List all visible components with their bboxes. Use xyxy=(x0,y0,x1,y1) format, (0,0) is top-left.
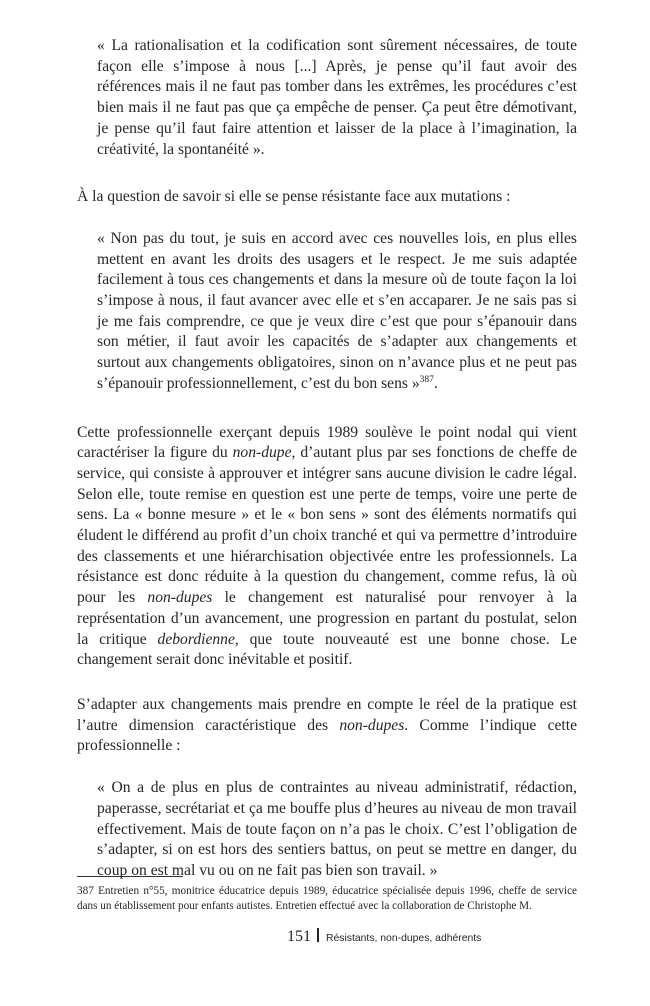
footnote-marker[interactable]: 387 xyxy=(419,374,434,385)
paragraph xyxy=(77,423,577,671)
italic-term: non-dupes xyxy=(147,589,213,607)
italic-term: non-dupe xyxy=(232,444,292,462)
footnote-divider xyxy=(77,876,183,877)
italic-term: non-dupes xyxy=(339,716,405,734)
text-run: Cette professionnelle exerçant depuis 1989 soulève le point nodal qui vient caractériser la figure du xyxy=(77,423,577,462)
italic-term: debordienne xyxy=(157,630,235,648)
page-number: 151 xyxy=(287,928,311,945)
block-quote: « La rationalisation et la codification sont sûrement nécessaires, de toute façon elle s’impose à nous [...] Après, je pense qu’il faut avoir des références mais il ne faut pas tomber dans les extrêmes, les procédures c’est bien mais il ne faut pas que ça empêche de penser. Ça peut être démotivant, je pense qu’il faut faire attention et laisser de la place à l’imagination, la créativité, la spontanéité ». xyxy=(97,37,577,158)
text-run: le changement est naturalisé pour renvoyer à la représentation d’un avancement, une progression en partant du postulat, selon la critique xyxy=(77,589,577,648)
text-run: . Comme l’indique cette professionnelle : xyxy=(77,716,577,755)
text-run: , que toute nouveauté est une bonne chose. Le changement serait donc inévitable et positif. xyxy=(77,630,577,669)
page-body xyxy=(77,36,577,882)
page-footer xyxy=(287,927,481,946)
quote-end: . xyxy=(433,374,438,392)
running-title: Résistants, non-dupes, adhérents xyxy=(326,933,482,944)
paragraph xyxy=(77,695,577,757)
block-quote: « On a de plus en plus de contraintes au niveau administratif, rédaction, paperasse, secrétariat et ça me bouffe plus d’heures au niveau de mon travail effectivement. Mais de toute façon on n’a pas le choix. C’est l’obligation de s’adapter, si on est hors des sentiers battus, on peut se mettre en danger, du coup on est mal vu ou on ne fait pas bien son travail. » xyxy=(97,779,577,879)
paragraph: À la question de savoir si elle se pense résistante face aux mutations : xyxy=(77,188,511,206)
text-run: S’adapter aux changements mais prendre en compte le réel de la pratique est l’autre dimension caractéristique des xyxy=(77,695,577,734)
footnote: 387 Entretien n°55, monitrice éducatrice depuis 1989, éducatrice spécialisée depuis 1996, cheffe de service dans un établissement pour enfants autistes. Entretien effectué avec la collaboration de Christophe M. xyxy=(77,885,577,912)
quote-text: « Non pas du tout, je suis en accord avec ces nouvelles lois, en plus elles mettent en avant les droits des usagers et le respect. Je me suis adaptée facilement à tous ces changements et dans la mesure où de toute façon la loi s’impose à nous, il faut avancer avec elle et s’en accaparer. Je ne sais pas si je me fais comprendre, ce que je veux dire c’est que pour s’épanouir dans son métier, il faut avoir les capacités de s’adapter aux changements et surtout aux changements obligatoires, sinon on n’avance plus et ne peut pas s’épanouir professionnellement, c’est du bon sens » xyxy=(97,229,577,392)
block-quote xyxy=(97,229,577,395)
footer-separator xyxy=(317,928,319,942)
text-run: , d’autant plus par ses fonctions de cheffe de service, qui consiste à approuver et intégrer sans aucune division le cadre légal. Selon elle, toute remise en question est une perte de temps, voire une perte de sens. La « bonne mesure » et le « bon sens » sont des éléments normatifs qui éludent le différend au profit d’un choix tranché et qui va permettre d’introduire des classements et une hiérarchisation objectivée entre les professionnels. La résistance est donc réduite à la question du changement, comme refus, là où pour les xyxy=(77,444,578,607)
